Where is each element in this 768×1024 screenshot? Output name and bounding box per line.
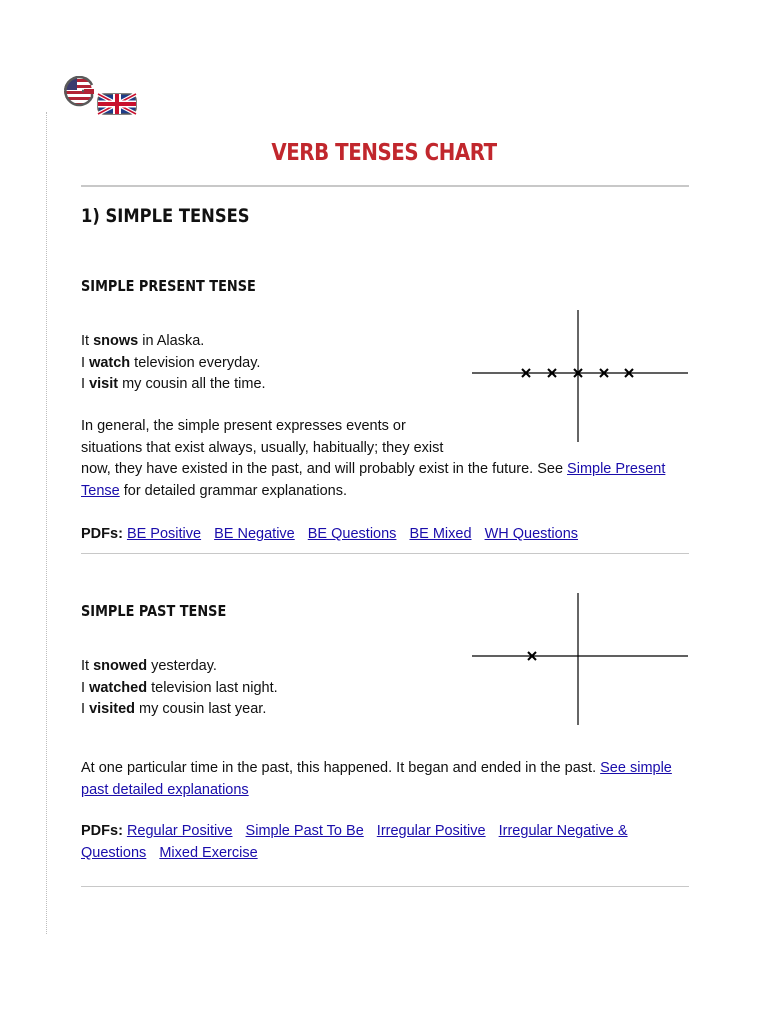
pdf-link-be-questions[interactable]: BE Questions <box>307 526 397 542</box>
page-title: VERB TENSES CHART <box>271 140 497 166</box>
past-examples <box>81 656 278 721</box>
pdf-link-be-positive[interactable]: BE Positive <box>126 526 202 542</box>
pdf-link-be-mixed[interactable]: BE Mixed <box>409 526 472 542</box>
pdf-link-irregular-positive[interactable]: Irregular Positive <box>376 823 486 839</box>
past-example-3: I visited my cousin last year. <box>81 701 267 717</box>
pdf-link-simple-past-to-be[interactable]: Simple Past To Be <box>245 823 364 839</box>
present-examples <box>81 331 266 396</box>
pdfs-label: PDFs: <box>81 823 123 839</box>
title-divider <box>81 185 689 187</box>
pdf-link-be-negative[interactable]: BE Negative <box>214 526 295 542</box>
present-example-1: It snows in Alaska. <box>81 333 205 349</box>
present-example-2: I watch television everyday. <box>81 354 261 371</box>
past-timeline-diagram <box>472 593 690 727</box>
past-explanation: At one particular time in the past, this happened. It began and ended in the past. See simple past detailed explanations <box>81 760 672 798</box>
pdf-link-irregular-negative-questions[interactable]: Irregular Negative & Questions <box>81 823 628 861</box>
present-divider <box>81 553 689 554</box>
pdf-link-regular-positive[interactable]: Regular Positive <box>126 823 233 839</box>
pdf-link-mixed-exercise[interactable]: Mixed Exercise <box>159 845 258 861</box>
present-example-3: I visit my cousin all the time. <box>81 376 266 392</box>
simple-tenses-heading: 1) SIMPLE TENSES <box>81 205 250 227</box>
simple-present-heading: SIMPLE PRESENT TENSE <box>81 277 256 295</box>
present-explanation: In general, the simple present expresses events or situations that exist always, usually, habitually; they exist now, they have existed in the past, and will probably exist in the future. See Simple Present Tense for detailed grammar explanations. <box>81 418 666 499</box>
simple-present-tense-link[interactable]: Simple Present Tense <box>81 461 666 499</box>
left-dotted-margin <box>46 112 47 934</box>
gb-flags-logo-icon[interactable] <box>58 76 138 116</box>
pdfs-label: PDFs: <box>81 526 123 542</box>
past-example-2: I watched television last night. <box>81 679 278 696</box>
simple-past-heading: SIMPLE PAST TENSE <box>81 602 227 620</box>
present-pdf-links <box>81 523 587 545</box>
pdf-link-wh-questions[interactable]: WH Questions <box>484 526 579 542</box>
past-example-1: It snowed yesterday. <box>81 658 217 674</box>
past-divider <box>81 886 689 887</box>
past-pdf-links <box>81 820 681 864</box>
simple-past-explanations-link[interactable]: See simple past detailed explanations <box>81 760 672 798</box>
